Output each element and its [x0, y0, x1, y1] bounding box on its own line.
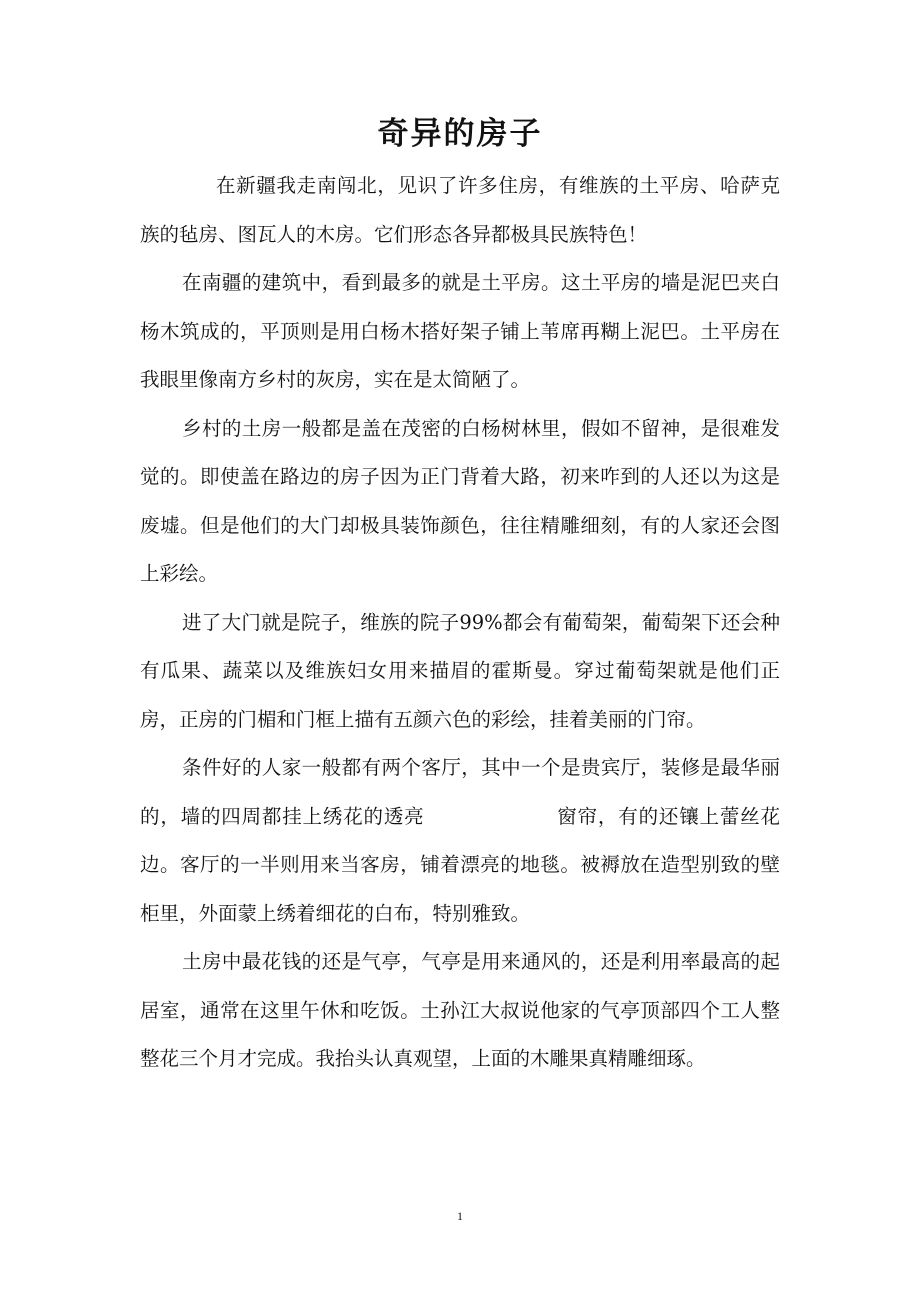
- paragraph-5-part-1: 条件好的人家一般都有两个客厅，其中一个是贵宾厅，装修是最华丽的，墙的四周都挂上绣花的透亮: [140, 756, 780, 828]
- paragraph-4: 进了大门就是院子，维族的院子99%都会有葡萄架，葡萄架下还会种有瓜果、蔬菜以及维族妇女用来描眉的霍斯曼。穿过葡萄架就是他们正房，正房的门楣和门框上描有五颜六色的彩绘，挂着美丽的门帘。: [140, 610, 780, 731]
- page-number: 1: [457, 1209, 463, 1223]
- paragraph-5-part-2: 窗帘，有的还镶上蕾丝花边。客厅的一半则用来当客房，铺着漂亮的地毯。被褥放在造型别致的壁柜里，外面蒙上绣着细花的白布，特别雅致。: [140, 804, 780, 925]
- paragraph-6: 土房中最花钱的还是气亭，气亭是用来通风的，还是利用率最高的起居室，通常在这里午休和吃饭。土孙江大叔说他家的气亭顶部四个工人整整花三个月才完成。我抬头认真观望，上面的木雕果真精雕细琢。: [140, 950, 780, 1070]
- paragraph-1: 在新疆我走南闯北，见识了许多住房，有维族的土平房、哈萨克族的毡房、图瓦人的木房。它们形态各异都极具民族特色！: [140, 174, 780, 246]
- paragraph-5: [140, 744, 780, 938]
- paragraph-2: 在南疆的建筑中，看到最多的就是土平房。这土平房的墙是泥巴夹白杨木筑成的，平顶则是用白杨木搭好架子铺上苇席再糊上泥巴。土平房在我眼里像南方乡村的灰房，实在是太简陋了。: [140, 271, 780, 391]
- document-body: [140, 162, 780, 1084]
- paragraph-3: 乡村的土房一般都是盖在茂密的白杨树林里，假如不留神，是很难发觉的。即使盖在路边的房子因为正门背着大路，初来咋到的人还以为这是废墟。但是他们的大门却极具装饰颜色，往往精雕细刻，有的人家还会图上彩绘。: [140, 416, 780, 585]
- document-title: 奇异的房子: [377, 116, 543, 152]
